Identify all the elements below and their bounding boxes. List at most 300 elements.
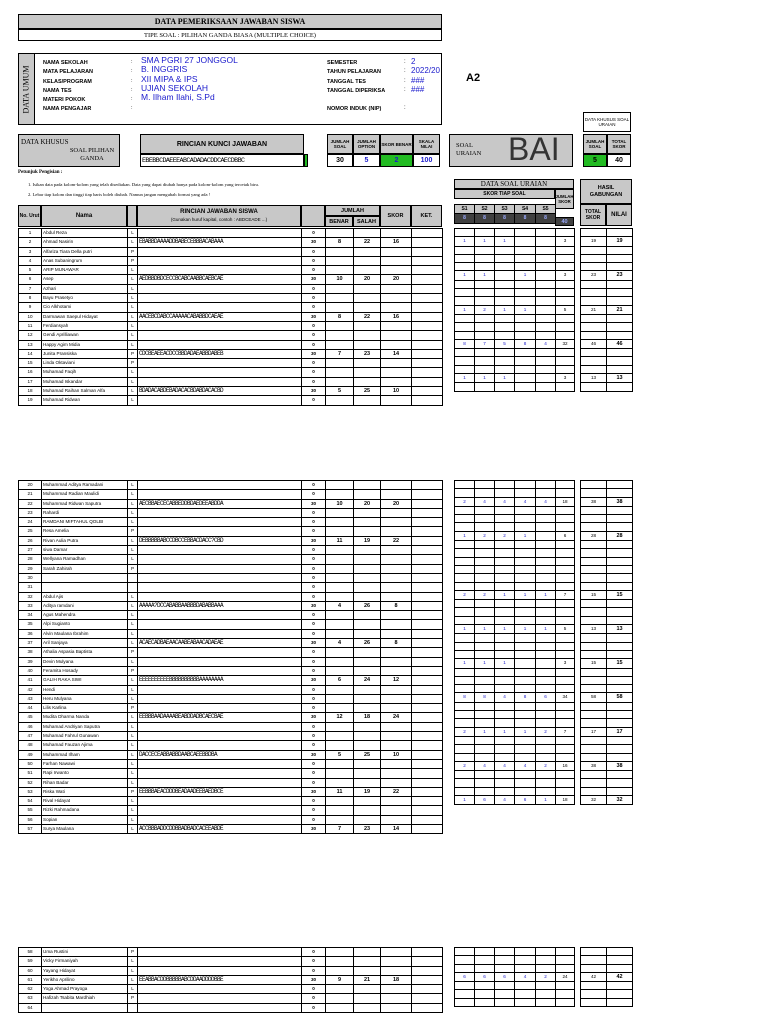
note-cell[interactable] <box>412 750 443 759</box>
essay-score-s3[interactable] <box>495 998 515 1006</box>
essay-score-s2[interactable] <box>475 998 495 1006</box>
student-name[interactable]: Asep <box>42 275 128 284</box>
pg-option-count[interactable]: 5 <box>353 154 380 167</box>
student-answers[interactable] <box>138 685 302 694</box>
essay-score-s1[interactable] <box>455 787 475 795</box>
student-name[interactable]: Yerikho Aprilino <box>42 975 128 984</box>
essay-score-s5[interactable] <box>536 254 556 262</box>
note-cell[interactable] <box>412 704 443 713</box>
essay-score-s1[interactable] <box>455 263 475 271</box>
student-gender[interactable]: L <box>128 611 138 620</box>
note-cell[interactable] <box>412 592 443 601</box>
student-answers[interactable] <box>138 985 302 994</box>
student-name[interactable]: Muhamad Faqih <box>42 368 128 377</box>
essay-score-s4[interactable] <box>515 642 536 650</box>
essay-score-s5[interactable] <box>536 349 556 357</box>
student-gender[interactable]: P <box>128 256 138 265</box>
essay-score-s5[interactable] <box>536 531 556 540</box>
essay-score-s4[interactable] <box>515 254 536 262</box>
essay-score-s5[interactable] <box>536 771 556 779</box>
essay-score-s2[interactable] <box>475 956 495 964</box>
student-gender[interactable]: L <box>128 806 138 815</box>
student-name[interactable]: Muhamad Fauzan Ajima <box>42 741 128 750</box>
essay-score-s4[interactable] <box>515 574 536 582</box>
student-name[interactable]: ARIP MUNAWAR <box>42 266 128 275</box>
student-gender[interactable]: P <box>128 666 138 675</box>
essay-score-s3[interactable] <box>495 574 515 582</box>
student-gender[interactable]: L <box>128 396 138 405</box>
note-cell[interactable] <box>412 713 443 722</box>
essay-score-s2[interactable]: 1 <box>475 237 495 246</box>
essay-score-s3[interactable]: 1 <box>495 727 515 736</box>
essay-score-s4[interactable] <box>515 314 536 322</box>
essay-score-s3[interactable]: 1 <box>495 659 515 668</box>
essay-score-s4[interactable] <box>515 323 536 331</box>
essay-score-s3[interactable] <box>495 280 515 288</box>
essay-score-s4[interactable] <box>515 948 536 956</box>
note-cell[interactable] <box>412 256 443 265</box>
essay-score-s5[interactable] <box>536 489 556 497</box>
note-cell[interactable] <box>412 536 443 545</box>
essay-score-s5[interactable] <box>536 574 556 582</box>
essay-score-s2[interactable]: 6 <box>475 795 495 804</box>
student-gender[interactable]: L <box>128 713 138 722</box>
student-name[interactable]: Azhari <box>42 284 128 293</box>
essay-score-s1[interactable]: 1 <box>455 305 475 314</box>
note-cell[interactable] <box>412 238 443 247</box>
student-answers[interactable]: DACCECEABBABBDAABCAEEBBDBA <box>138 750 302 759</box>
essay-score-s2[interactable]: 6 <box>475 972 495 981</box>
note-cell[interactable] <box>412 966 443 975</box>
student-gender[interactable]: L <box>128 676 138 685</box>
essay-score-s4[interactable] <box>515 600 536 608</box>
essay-score-s4[interactable]: 1 <box>515 271 536 280</box>
essay-score-s1[interactable] <box>455 323 475 331</box>
student-answers[interactable] <box>138 518 302 527</box>
essay-score-s3[interactable] <box>495 271 515 280</box>
essay-score-s5[interactable] <box>536 998 556 1006</box>
student-answers[interactable] <box>138 256 302 265</box>
essay-score-s3[interactable] <box>495 289 515 297</box>
essay-score-s2[interactable]: 1 <box>475 659 495 668</box>
student-name[interactable]: Rapi Irwanto <box>42 769 128 778</box>
essay-score-s3[interactable] <box>495 582 515 590</box>
essay-score-s3[interactable] <box>495 515 515 523</box>
pg-question-count[interactable]: 30 <box>327 154 353 167</box>
essay-score-s1[interactable] <box>455 956 475 964</box>
essay-score-s3[interactable] <box>495 565 515 573</box>
student-gender[interactable]: P <box>128 648 138 657</box>
student-name[interactable]: GALIH RAKA SIWI <box>42 676 128 685</box>
student-answers[interactable] <box>138 1003 302 1012</box>
essay-score-s4[interactable] <box>515 634 536 642</box>
essay-score-s2[interactable] <box>475 668 495 676</box>
essay-score-s4[interactable] <box>515 263 536 271</box>
essay-score-s1[interactable] <box>455 600 475 608</box>
note-cell[interactable] <box>412 573 443 582</box>
student-gender[interactable]: L <box>128 238 138 247</box>
student-gender[interactable]: L <box>128 975 138 984</box>
essay-score-s4[interactable]: 1 <box>515 305 536 314</box>
essay-score-s3[interactable]: 4 <box>495 795 515 804</box>
essay-score-s2[interactable] <box>475 481 495 489</box>
student-gender[interactable]: L <box>128 750 138 759</box>
student-answers[interactable] <box>138 769 302 778</box>
essay-score-s3[interactable] <box>495 964 515 972</box>
student-gender[interactable]: L <box>128 769 138 778</box>
note-cell[interactable] <box>412 759 443 768</box>
pg-correct-score[interactable]: 2 <box>380 154 413 167</box>
uraian-total-score[interactable]: 40 <box>607 154 631 167</box>
essay-score-s5[interactable] <box>536 506 556 514</box>
essay-score-s3[interactable]: 2 <box>495 531 515 540</box>
student-gender[interactable]: P <box>128 564 138 573</box>
essay-score-s5[interactable] <box>536 685 556 693</box>
note-cell[interactable] <box>412 377 443 386</box>
student-answers[interactable]: EEBBBAEACDDDBEADAADEEBAEDBCE <box>138 787 302 796</box>
essay-score-s4[interactable] <box>515 297 536 305</box>
essay-score-s4[interactable] <box>515 787 536 795</box>
essay-score-s5[interactable] <box>536 659 556 668</box>
essay-score-s4[interactable]: 8 <box>515 339 536 348</box>
essay-score-s4[interactable] <box>515 582 536 590</box>
note-cell[interactable] <box>412 481 443 490</box>
student-answers[interactable] <box>138 247 302 256</box>
note-cell[interactable] <box>412 676 443 685</box>
student-gender[interactable]: L <box>128 275 138 284</box>
note-cell[interactable] <box>412 806 443 815</box>
note-cell[interactable] <box>412 247 443 256</box>
essay-score-s5[interactable] <box>536 565 556 573</box>
essay-score-s5[interactable] <box>536 357 556 365</box>
student-answers[interactable] <box>138 629 302 638</box>
essay-score-s3[interactable] <box>495 616 515 624</box>
student-gender[interactable]: L <box>128 546 138 555</box>
student-answers[interactable] <box>138 229 302 238</box>
essay-score-s3[interactable] <box>495 523 515 531</box>
student-answers[interactable] <box>138 815 302 824</box>
student-gender[interactable]: L <box>128 741 138 750</box>
essay-score-s5[interactable]: 4 <box>536 497 556 506</box>
student-gender[interactable]: L <box>128 555 138 564</box>
pg-scale[interactable]: 100 <box>413 154 440 167</box>
essay-score-s1[interactable] <box>455 779 475 787</box>
essay-score-s5[interactable]: 1 <box>536 795 556 804</box>
essay-score-s4[interactable] <box>515 365 536 373</box>
answer-key[interactable]: EBEBBCDAEEEABCADADACDDCAECDBBC <box>140 154 304 167</box>
student-name[interactable]: Athalia Aspasia Baptista <box>42 648 128 657</box>
student-answers[interactable] <box>138 966 302 975</box>
student-name[interactable]: Alfariza Tiara Della putri <box>42 247 128 256</box>
student-name[interactable]: Rihan Badar <box>42 778 128 787</box>
essay-score-s4[interactable] <box>515 280 536 288</box>
essay-score-s4[interactable] <box>515 668 536 676</box>
essay-score-s3[interactable] <box>495 541 515 549</box>
student-gender[interactable]: L <box>128 685 138 694</box>
student-gender[interactable]: L <box>128 657 138 666</box>
essay-score-s1[interactable] <box>455 582 475 590</box>
student-answers[interactable] <box>138 555 302 564</box>
essay-score-s1[interactable] <box>455 702 475 710</box>
essay-score-s2[interactable] <box>475 982 495 990</box>
student-answers[interactable] <box>138 657 302 666</box>
essay-score-s1[interactable] <box>455 229 475 237</box>
essay-score-s5[interactable] <box>536 650 556 658</box>
uraian-question-count[interactable]: 5 <box>583 154 607 167</box>
essay-score-s5[interactable] <box>536 956 556 964</box>
note-cell[interactable] <box>412 657 443 666</box>
essay-score-s4[interactable] <box>515 676 536 684</box>
student-answers[interactable] <box>138 778 302 787</box>
essay-score-s5[interactable]: 1 <box>536 590 556 599</box>
essay-score-s3[interactable] <box>495 608 515 616</box>
essay-score-s5[interactable] <box>536 600 556 608</box>
essay-score-s4[interactable] <box>515 481 536 489</box>
essay-score-s4[interactable] <box>515 771 536 779</box>
essay-score-s4[interactable]: 6 <box>515 795 536 804</box>
student-answers[interactable]: AEDBBDBDCECCBCABCAABBCAEBCAE <box>138 275 302 284</box>
note-cell[interactable] <box>412 694 443 703</box>
essay-score-s4[interactable]: 1 <box>515 727 536 736</box>
student-name[interactable]: Rival Hidayat <box>42 797 128 806</box>
student-gender[interactable]: P <box>128 527 138 536</box>
student-gender[interactable]: L <box>128 592 138 601</box>
essay-score-s5[interactable] <box>536 779 556 787</box>
essay-score-s2[interactable] <box>475 383 495 391</box>
essay-score-s2[interactable] <box>475 254 495 262</box>
essay-score-s5[interactable] <box>536 702 556 710</box>
essay-score-s3[interactable] <box>495 549 515 557</box>
essay-score-s4[interactable] <box>515 557 536 565</box>
student-name[interactable]: Riska Wati <box>42 787 128 796</box>
student-name[interactable]: Resa Amelia <box>42 527 128 536</box>
student-gender[interactable]: L <box>128 377 138 386</box>
essay-score-s4[interactable] <box>515 506 536 514</box>
note-cell[interactable] <box>412 229 443 238</box>
essay-score-s1[interactable]: 6 <box>455 972 475 981</box>
essay-score-s4[interactable] <box>515 616 536 624</box>
student-name[interactable]: siwa Damar <box>42 546 128 555</box>
note-cell[interactable] <box>412 275 443 284</box>
essay-score-s4[interactable] <box>515 357 536 365</box>
note-cell[interactable] <box>412 340 443 349</box>
student-answers[interactable] <box>138 321 302 330</box>
note-cell[interactable] <box>412 732 443 741</box>
student-gender[interactable]: L <box>128 340 138 349</box>
student-name[interactable]: Muhammad Ilham <box>42 750 128 759</box>
note-cell[interactable] <box>412 957 443 966</box>
student-gender[interactable]: L <box>128 620 138 629</box>
student-gender[interactable]: L <box>128 481 138 490</box>
essay-score-s5[interactable] <box>536 736 556 744</box>
note-cell[interactable] <box>412 722 443 731</box>
student-name[interactable]: Gendi Aprilliawan <box>42 331 128 340</box>
student-name[interactable]: Wellyana Ramadhan <box>42 555 128 564</box>
student-answers[interactable] <box>138 377 302 386</box>
essay-score-s3[interactable] <box>495 719 515 727</box>
student-name[interactable]: Muhammad Aditya Ramadani <box>42 481 128 490</box>
essay-score-s1[interactable] <box>455 297 475 305</box>
student-name[interactable] <box>42 573 128 582</box>
student-gender[interactable]: L <box>128 284 138 293</box>
essay-score-s4[interactable] <box>515 990 536 998</box>
note-cell[interactable] <box>412 948 443 957</box>
student-name[interactable]: Happy Agim Midia <box>42 340 128 349</box>
note-cell[interactable] <box>412 359 443 368</box>
student-answers[interactable] <box>138 508 302 517</box>
student-name[interactable]: Muhammad Radian Maulidi <box>42 490 128 499</box>
student-name[interactable]: Abdul Ajis <box>42 592 128 601</box>
student-answers[interactable]: CDCBEAEEACDCCBBDADAEABBDABEB <box>138 349 302 358</box>
student-answers[interactable]: BDADACABDEBADACACBDABDACACBD <box>138 387 302 396</box>
essay-score-s4[interactable]: 4 <box>515 497 536 506</box>
note-cell[interactable] <box>412 648 443 657</box>
essay-score-s5[interactable] <box>536 263 556 271</box>
essay-score-s3[interactable] <box>495 779 515 787</box>
essay-score-s5[interactable] <box>536 374 556 383</box>
essay-score-s1[interactable] <box>455 246 475 254</box>
essay-score-s2[interactable] <box>475 745 495 753</box>
student-gender[interactable]: L <box>128 490 138 499</box>
essay-score-s3[interactable]: 4 <box>495 693 515 702</box>
essay-score-s1[interactable] <box>455 481 475 489</box>
essay-score-s1[interactable] <box>455 948 475 956</box>
essay-score-s1[interactable] <box>455 650 475 658</box>
essay-score-s3[interactable] <box>495 676 515 684</box>
essay-score-s5[interactable]: 2 <box>536 972 556 981</box>
student-name[interactable]: Yoga Ahmad Prayoga <box>42 985 128 994</box>
essay-score-s2[interactable] <box>475 634 495 642</box>
essay-score-s2[interactable] <box>475 331 495 339</box>
essay-score-s1[interactable]: 8 <box>455 693 475 702</box>
essay-score-s2[interactable] <box>475 685 495 693</box>
essay-score-s4[interactable] <box>515 779 536 787</box>
essay-score-s2[interactable] <box>475 515 495 523</box>
essay-score-s5[interactable] <box>536 616 556 624</box>
essay-score-s4[interactable]: 1 <box>515 625 536 634</box>
student-name[interactable]: Sopian <box>42 815 128 824</box>
student-answers[interactable]: EEEEEEEEEEBBBBBBBBBBAAAAAAAA <box>138 676 302 685</box>
essay-score-s5[interactable]: 1 <box>536 625 556 634</box>
student-answers[interactable] <box>138 797 302 806</box>
essay-score-s5[interactable] <box>536 229 556 237</box>
essay-score-s3[interactable] <box>495 745 515 753</box>
essay-score-s5[interactable]: 2 <box>536 761 556 770</box>
student-name[interactable]: Junita Pransiska <box>42 349 128 358</box>
student-answers[interactable] <box>138 481 302 490</box>
student-gender[interactable]: L <box>128 294 138 303</box>
student-answers[interactable] <box>138 573 302 582</box>
student-name[interactable]: Hendi <box>42 685 128 694</box>
student-name[interactable]: Bayu Prasetyo <box>42 294 128 303</box>
essay-score-s5[interactable] <box>536 237 556 246</box>
essay-score-s1[interactable] <box>455 574 475 582</box>
essay-score-s1[interactable] <box>455 711 475 719</box>
student-name[interactable]: Rizki Rahmadana <box>42 806 128 815</box>
essay-score-s2[interactable] <box>475 787 495 795</box>
essay-score-s4[interactable] <box>515 964 536 972</box>
essay-score-s1[interactable] <box>455 685 475 693</box>
note-cell[interactable] <box>412 518 443 527</box>
student-name[interactable]: Muhamad Fahrul Gunawan <box>42 732 128 741</box>
essay-score-s5[interactable] <box>536 515 556 523</box>
essay-score-s2[interactable] <box>475 702 495 710</box>
essay-score-s5[interactable] <box>536 280 556 288</box>
essay-score-s5[interactable] <box>536 753 556 761</box>
essay-score-s1[interactable] <box>455 314 475 322</box>
essay-score-s5[interactable] <box>536 383 556 391</box>
student-answers[interactable] <box>138 806 302 815</box>
student-answers[interactable] <box>138 527 302 536</box>
essay-score-s2[interactable] <box>475 608 495 616</box>
essay-score-s4[interactable] <box>515 702 536 710</box>
essay-score-s5[interactable] <box>536 676 556 684</box>
essay-score-s4[interactable] <box>515 349 536 357</box>
essay-score-s1[interactable] <box>455 557 475 565</box>
note-cell[interactable] <box>412 824 443 833</box>
student-answers[interactable] <box>138 359 302 368</box>
essay-score-s1[interactable] <box>455 349 475 357</box>
essay-score-s5[interactable] <box>536 323 556 331</box>
student-name[interactable]: Muhamad Andriyan Saputra <box>42 722 128 731</box>
essay-score-s2[interactable] <box>475 753 495 761</box>
essay-score-s5[interactable] <box>536 365 556 373</box>
essay-score-s2[interactable]: 4 <box>475 497 495 506</box>
student-name[interactable]: Devin Mulyana <box>42 657 128 666</box>
essay-score-s4[interactable] <box>515 711 536 719</box>
student-answers[interactable]: ACAECADBAEAACAABEABAACADAEAE <box>138 639 302 648</box>
essay-score-s4[interactable] <box>515 650 536 658</box>
essay-score-s4[interactable] <box>515 998 536 1006</box>
essay-score-s3[interactable] <box>495 365 515 373</box>
student-answers[interactable]: AECBBAECECABBEDDBDAEDEEABDDA <box>138 499 302 508</box>
essay-score-s3[interactable] <box>495 787 515 795</box>
essay-score-s4[interactable] <box>515 565 536 573</box>
essay-score-s5[interactable] <box>536 719 556 727</box>
student-name[interactable]: Aditya ramdani <box>42 601 128 610</box>
note-cell[interactable] <box>412 1003 443 1012</box>
essay-score-s1[interactable] <box>455 771 475 779</box>
essay-score-s3[interactable] <box>495 254 515 262</box>
essay-score-s4[interactable] <box>515 489 536 497</box>
note-cell[interactable] <box>412 312 443 321</box>
essay-score-s3[interactable] <box>495 711 515 719</box>
essay-score-s2[interactable] <box>475 289 495 297</box>
essay-score-s1[interactable]: 8 <box>455 339 475 348</box>
essay-score-s5[interactable] <box>536 271 556 280</box>
student-gender[interactable]: L <box>128 368 138 377</box>
student-gender[interactable]: L <box>128 331 138 340</box>
essay-score-s5[interactable] <box>536 634 556 642</box>
student-name[interactable]: Mudita Dharma Nanda <box>42 713 128 722</box>
note-cell[interactable] <box>412 546 443 555</box>
student-answers[interactable] <box>138 284 302 293</box>
student-answers[interactable] <box>138 948 302 957</box>
essay-score-s3[interactable] <box>495 506 515 514</box>
essay-score-s2[interactable] <box>475 549 495 557</box>
student-gender[interactable]: P <box>128 349 138 358</box>
essay-score-s2[interactable] <box>475 565 495 573</box>
essay-score-s4[interactable] <box>515 383 536 391</box>
essay-score-s2[interactable] <box>475 650 495 658</box>
student-gender[interactable]: L <box>128 303 138 312</box>
student-gender[interactable]: L <box>128 518 138 527</box>
essay-score-s2[interactable] <box>475 557 495 565</box>
essay-score-s5[interactable] <box>536 582 556 590</box>
essay-score-s1[interactable] <box>455 990 475 998</box>
student-name[interactable]: Ferdiansyah <box>42 321 128 330</box>
note-cell[interactable] <box>412 331 443 340</box>
